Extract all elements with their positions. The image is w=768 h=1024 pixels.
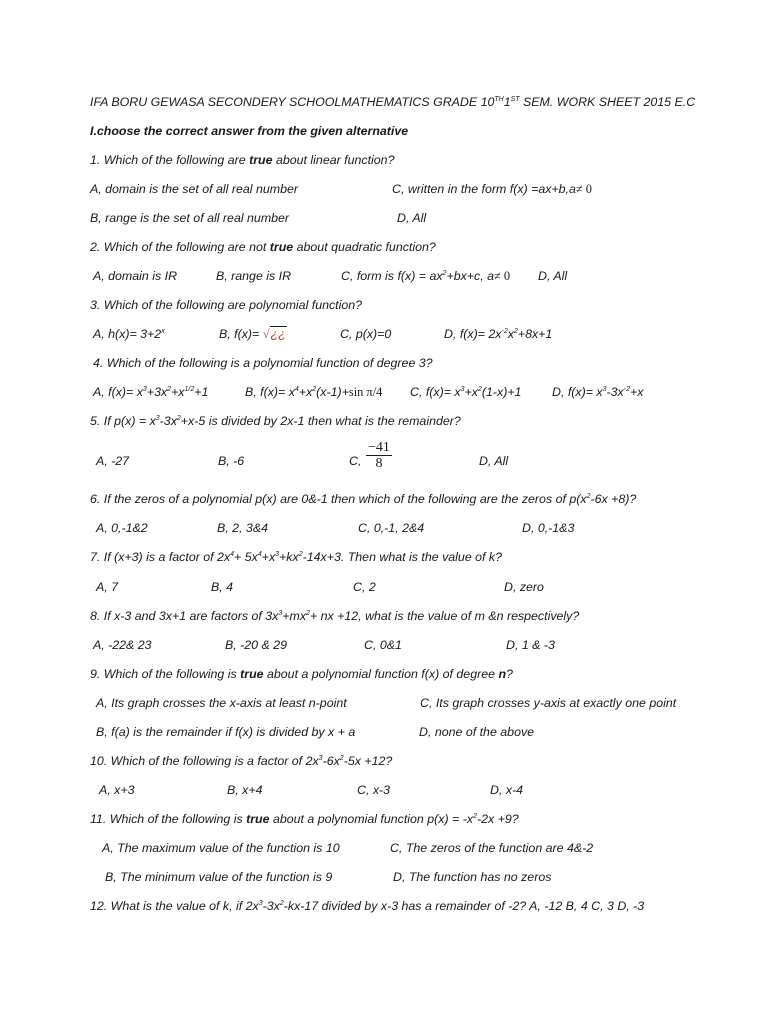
option-b: B, The minimum value of the function is 9 bbox=[105, 870, 333, 884]
option-c: C, The zeros of the function are 4&-2 bbox=[390, 841, 594, 855]
option-b: B, 4 bbox=[211, 580, 234, 594]
option-a: A, -22& 23 bbox=[93, 638, 152, 652]
question-4: 4. Which of the following is a polynomial function of degree 3? bbox=[93, 356, 433, 370]
question-12: 12. What is the value of k, if $2x^3-3x^2-kx-17$ divided by x-3 has a remainder of -2? A, -12 B, 4 C, 3 D, -3 bbox=[90, 899, 645, 913]
question-9-options-row-1 bbox=[90, 694, 748, 712]
question-1: 1. Which of the following are true about linear function? bbox=[90, 153, 395, 167]
option-c: C, p(x)=0 bbox=[340, 327, 392, 341]
option-c: C, Its graph crosses y-axis at exactly one point bbox=[420, 696, 677, 710]
option-d: D, All bbox=[397, 211, 427, 225]
option-c: C, 0&1 bbox=[364, 638, 402, 652]
option-d: D, All bbox=[538, 269, 568, 283]
option-a: A, -27 bbox=[96, 454, 130, 468]
option-c: C, $f(x)= x^3+x^2(1-x)+1$ bbox=[410, 385, 522, 399]
option-a: A, $h(x)= 3+2^x$ bbox=[93, 327, 165, 341]
option-a: A, x+3 bbox=[99, 783, 135, 797]
option-d: D, none of the above bbox=[419, 725, 535, 739]
option-c: C, 2 bbox=[353, 580, 376, 594]
question-10-options bbox=[90, 781, 748, 799]
option-c: C, bbox=[349, 454, 362, 468]
option-d: D, All bbox=[479, 454, 509, 468]
fraction-c: $\frac{-41}{8}$ bbox=[368, 440, 390, 471]
option-c: C, x-3 bbox=[357, 783, 391, 797]
option-b: B, f(x)= √¿¿ bbox=[219, 327, 286, 341]
question-6-options bbox=[90, 519, 748, 537]
worksheet-title: IFA BORU GEWASA SECONDERY SCHOOLMATHEMATICS GRADE 10TH1ST SEM. WORK SHEET 2015 E.C bbox=[90, 95, 696, 109]
option-d: D, $f(x)= 2x^{-2}x^2+8x+1$ bbox=[444, 327, 553, 341]
question-2-options bbox=[90, 267, 748, 285]
question-3-options bbox=[90, 325, 748, 343]
question-5-options bbox=[90, 440, 748, 474]
option-b: B, range is IR bbox=[216, 269, 292, 283]
option-b: B, 2, 3&4 bbox=[217, 521, 268, 535]
option-d: D, zero bbox=[504, 580, 544, 594]
question-10: 10. Which of the following is a factor of $2x^3-6x^2-5x +12$? bbox=[90, 754, 393, 768]
question-5: 5. If $p(x) = x^3-3x^2+x-5$ is divided by 2x-1 then what is the remainder? bbox=[90, 414, 461, 428]
option-b: B, $f(x)= x^4+x^2(x-1)+\sin$ π/4 bbox=[245, 385, 383, 399]
option-a: A, 0,-1&2 bbox=[96, 521, 148, 535]
question-8: 8. If x-3 and 3x+1 are factors of $3x^3+mx^2+$ nx +12, what is the value of m &n respectively? bbox=[90, 609, 580, 623]
option-b: B, f(a) is the remainder if f(x) is divided by x + a bbox=[96, 725, 356, 739]
question-7: 7. If (x+3) is a factor of $2x^4+ 5x^4+x^3+kx^2-14x+3$. Then what is the value of k? bbox=[90, 550, 503, 564]
question-3: 3. Which of the following are polynomial function? bbox=[90, 298, 363, 312]
instruction: I.choose the correct answer from the given alternative bbox=[90, 124, 409, 138]
option-d: D, The function has no zeros bbox=[393, 870, 552, 884]
question-11-options-row-1 bbox=[90, 839, 748, 857]
option-a: A, domain is IR bbox=[93, 269, 178, 283]
option-b: B, x+4 bbox=[227, 783, 263, 797]
question-7-options bbox=[90, 578, 748, 596]
question-11-options-row-2 bbox=[90, 868, 748, 886]
question-6: 6. If the zeros of a polynomial p(x) are 0&-1 then which of the following are the zeros of $p(x^2-6x +8)$? bbox=[90, 492, 637, 506]
question-2: 2. Which of the following are not true about quadratic function? bbox=[90, 240, 436, 254]
option-a: A, domain is the set of all real number bbox=[90, 182, 298, 196]
option-d: D, 0,-1&3 bbox=[522, 521, 575, 535]
option-a: A, 7 bbox=[96, 580, 119, 594]
option-b: B, -6 bbox=[218, 454, 245, 468]
option-a: A, $f(x)= x^3+3x^2+x^{1/2}+1$ bbox=[93, 385, 209, 399]
question-9-options-row-2 bbox=[90, 723, 748, 741]
option-d: D, $f(x)= x^3-3x^{-2}+x$ bbox=[552, 385, 644, 399]
question-1-options-row-2 bbox=[90, 209, 748, 227]
option-d: D, x-4 bbox=[490, 783, 524, 797]
option-c: C, 0,-1, 2&4 bbox=[358, 521, 425, 535]
question-1-options-row-1 bbox=[90, 180, 748, 198]
option-b: B, range is the set of all real number bbox=[90, 211, 290, 225]
option-c: C, written in the form f(x) =ax+b,a≠ 0 bbox=[392, 182, 592, 196]
question-4-options bbox=[90, 383, 748, 401]
question-11: 11. Which of the following is true about a polynomial function $p(x) = -x^2-2x +9$? bbox=[90, 812, 519, 826]
option-a: A, The maximum value of the function is 10 bbox=[102, 841, 340, 855]
option-c: C, form is $f(x) = ax^2+bx+c$, a≠ 0 bbox=[341, 269, 511, 283]
option-b: B, -20 & 29 bbox=[225, 638, 287, 652]
question-8-options bbox=[90, 636, 748, 654]
option-a: A, Its graph crosses the x-axis at least n-point bbox=[96, 696, 347, 710]
option-d: D, 1 & -3 bbox=[506, 638, 555, 652]
question-9: 9. Which of the following is true about a polynomial function f(x) of degree n? bbox=[90, 667, 513, 681]
